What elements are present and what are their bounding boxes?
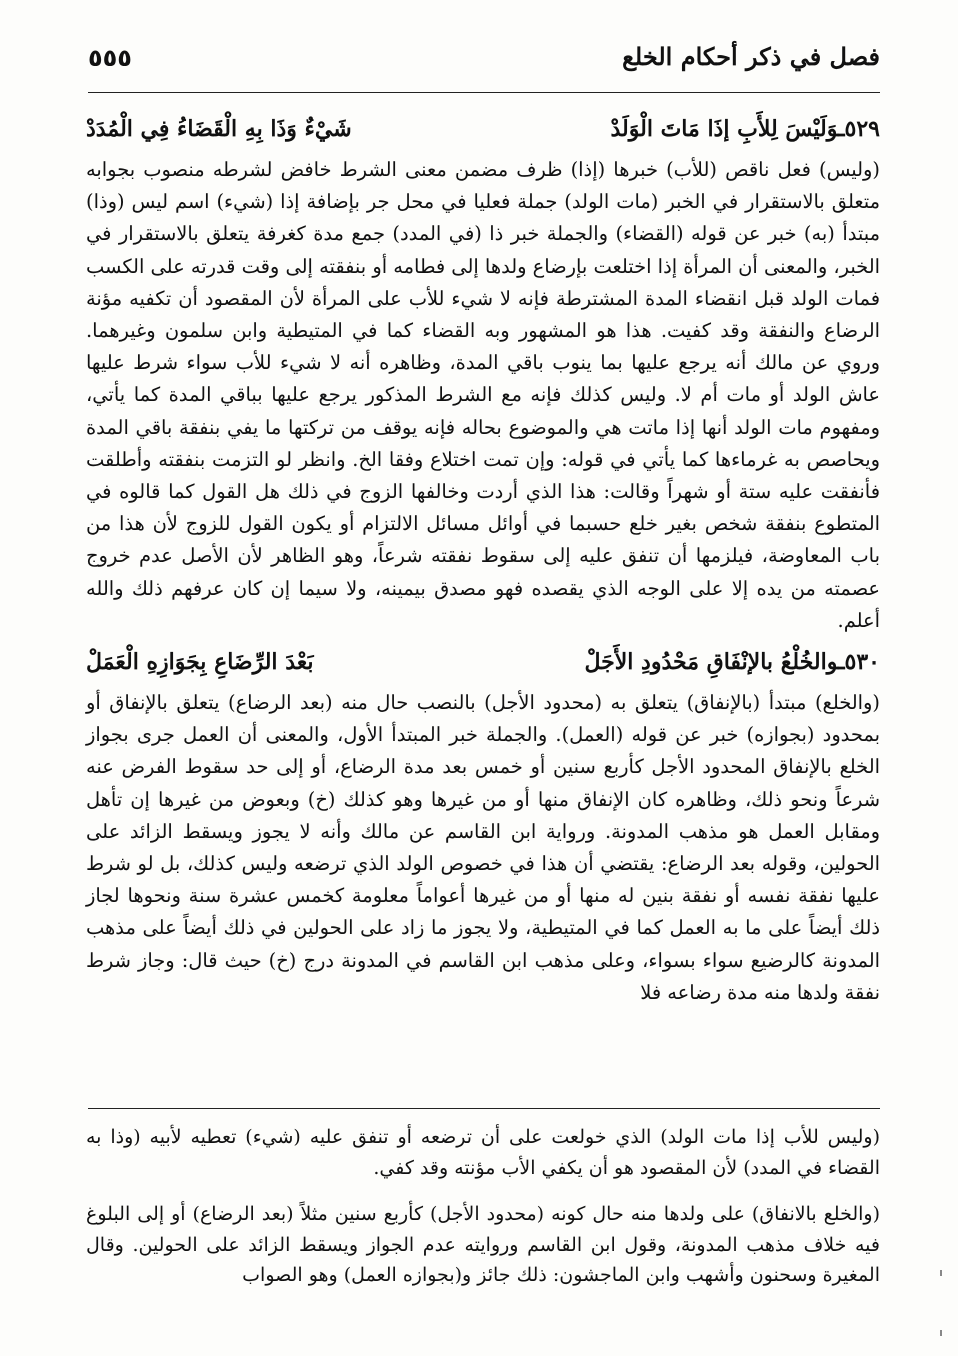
page-header [88, 40, 880, 93]
verse-second-hemistich: شَيْءٌ وَذَا بِهِ الْقَضَاءُ فِي الْمُدَدْ [86, 116, 352, 142]
footnote-529: (وليس للأب إذا مات الولد) الذي خولعت على أن ترضعه أو تنفق عليه (شيء) تعطيه لأبيه (وذا به القضاء في المدد) لأن المقصود هو أن يكفي الأب مؤنته وقد كفي. [86, 1126, 880, 1179]
verse-530 [86, 643, 880, 687]
scan-mark [940, 1330, 942, 1336]
footnote-separator [88, 1108, 880, 1109]
verse-second-hemistich: بَعْدَ الرِّضَاعِ بِجَوَازِهِ الْعَمَلْ [86, 649, 314, 676]
commentary-530: (والخلع) مبتدأ (بالإنفاق) يتعلق به (محدود الأجل) بالنصب حال منه (بعد الرضاع) يتعلق بالإنفاق أو بمحدود (بجوازه) خبر عن قوله (العمل). والجملة خبر المبتدأ الأول، والمعنى أن العمل جرى بجواز الخلع بالإنفاق المحدود الأجل كأربع سنين أو خمس بعد مدة الرضاع، أو إلى حد سقوط الفرض عنه شرعاً ونحو ذلك، وظاهره كان الإنفاق منها أو من غيرها وهو كذلك (خ) وبعوض من غيرها إن تأهل ومقابل العمل هو مذهب المدونة. ورواية ابن القاسم عن مالك وأنه لا يجوز ويسقط الزائد على الحولين، وقوله بعد الرضاع: يقتضي أن هذا في خصوص الولد الذي ترضعه وليس كذلك، بل لو شرط عليها نفقة نفسه أو نفقة بنين له منها أو من غيرها أعواماً معلومة كخمس عشرة سنة ونحوها لجاز ذلك أيضاً على ما به العمل كما في المتيطية، ولا يجوز ما زاد على الحولين في ذلك أيضاً على مذهب المدونة كالرضيع سواء بسواء، وعلى مذهب ابن القاسم في المدونة درج (خ) حيث قال: وجاز شرط نفقة ولدها منه مدة رضاعه فلا [86, 691, 880, 1004]
verse-first-hemistich: ٥٢٩ـوَلَيْسَ لِلأَبِ إذَا مَاتَ الْوَلَدْ [610, 116, 880, 142]
footnotes [86, 1122, 880, 1307]
page-number: ٥٥٥ [88, 44, 132, 72]
verse-number: ٥٢٩ـ [838, 116, 880, 142]
verse-first-hemistich: ٥٣٠ـوالخُلْعُ بالإنْفَاقِ مَحْدُودِ الأَجَلْ [584, 649, 880, 676]
running-title: فصل في ذكر أحكام الخلع [622, 42, 880, 71]
footnote-530: (والخلع بالانفاق) على ولدها منه حال كونه (محدود الأجل) كأربع سنين مثلاً (بعد الرضاع) أو إلى البلوغ فيه خلاف مذهب المدونة، وقول ابن القاسم وروايته عدم الجواز ويسقط الزائد على الحولين. وقال المغيرة وسحنون وأشهب وابن الماجشون: ذلك جائز و(بجوازه العمل) وهو الصواب [86, 1203, 880, 1286]
commentary-529: (وليس) فعل ناقص (للأب) خبرها (إذا) ظرف مضمن معنى الشرط خافض لشرطه منصوب بجوابه متعلق بالاستقرار في الخبر (مات الولد) جملة فعليا في محل جر بإضافة إذا (شيء) اسم ليس (وذا) مبتدأ (به) خبر عن قوله (القضاء) والجملة خبر ذا (في المدد) جمع مدة كغرفة يتعلق بالاستقرار في الخبر، والمعنى أن المرأة إذا اختلعت بإرضاع ولدها إلى فطامه أو بنفقته إلى وقت قدرته على الكسب فمات الولد قبل انقضاء المدة المشترطة فإنه لا شيء للأب على المرأة لأن المقصود أن تكفيه مؤنة الرضاع والنفقة وقد كفيت. هذا هو المشهور وبه القضاء كما في المتيطية وابن سلمون وغيرهما. وروي عن مالك أنه يرجع عليها بما ينوب باقي المدة، وظاهره أنه لا شيء للأب سواء شرط عليها عاش الولد أو مات أم لا. وليس كذلك فإنه مع الشرط المذكور يرجع عليها بباقي المدة كما يأتي، ومفهوم مات الولد أنها إذا ماتت هي والموضوع بحاله فإنه يوقف من تركتها ما يفي بنفقة باقي المدة ويحاصص به غرماءها كما يأتي في قوله: وإن تمت اختلاع وفقا الخ. وانظر لو التزمت بنفقته وأطلقت فأنفقت عليه ستة أو شهراً وقالت: هذا الذي أردت وخالفها الزوج في ذلك هل القول كما قالوه في المتطوع بنفقة شخص بغير خلع حسبما في أوائل مسائل الالتزام أو يكون القول للزوج لأن هذا من باب المعاوضة، فيلزمها أن تنفق عليه إلى سقوط نفقته شرعاً، وهو الظاهر لأن الأصل عدم خروج عصمته من يده إلا على الوجه الذي يقصده فهو مصدق بيمينه، ولا سيما إن كان عرفهم ذلك والله أعلم. [86, 158, 880, 632]
verse-number: ٥٣٠ـ [838, 649, 880, 676]
verse-529 [86, 110, 880, 154]
main-text [86, 110, 880, 1009]
scan-mark [940, 1270, 942, 1276]
